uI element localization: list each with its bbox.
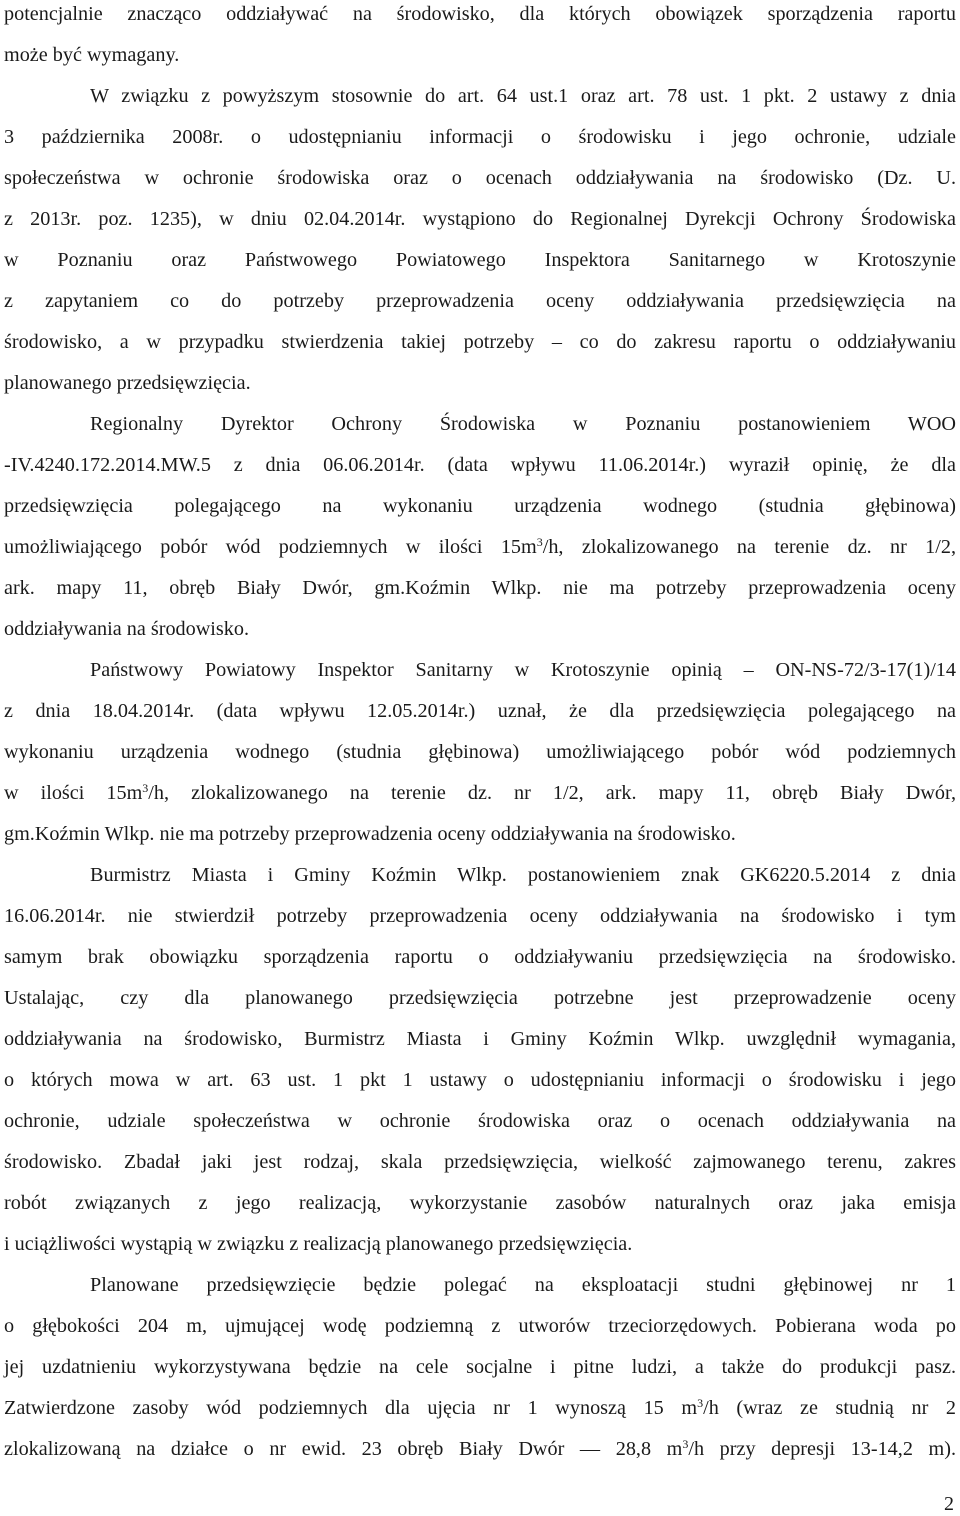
text-line: o głębokości 204 m, ujmującej wodę podziemną z utworów trzeciorzędowych. Pobierana woda po: [4, 1315, 956, 1337]
paragraph-first-line: Burmistrz Miasta i Gminy Koźmin Wlkp. postanowieniem znak GK6220.5.2014 z dnia: [90, 864, 956, 886]
text-line: z dnia 18.04.2014r. (data wpływu 12.05.2014r.) uznał, że dla przedsięwzięcia polegającego na: [4, 700, 956, 722]
superscript: 3: [697, 1396, 704, 1410]
text-segment: umożliwiającego pobór wód podziemnych w ilości 15m: [4, 536, 537, 558]
text-line: środowisko. Zbadał jaki jest rodzaj, skala przedsięwzięcia, wielkość zajmowanego terenu, zakres: [4, 1151, 956, 1173]
text-segment: Zatwierdzone zasoby wód podziemnych dla ujęcia nr 1 wynoszą 15 m: [4, 1397, 698, 1419]
text-line: o których mowa w art. 63 ust. 1 pkt 1 ustawy o udostępnianiu informacji o środowisku i jego: [4, 1069, 956, 1091]
superscript: 3: [536, 535, 543, 549]
text-line: ark. mapy 11, obręb Biały Dwór, gm.Koźmin Wlkp. nie ma potrzeby przeprowadzenia oceny: [4, 577, 956, 599]
text-line: przedsięwzięcia polegającego na wykonaniu urządzenia wodnego (studnia głębinowa): [4, 495, 956, 517]
text-line: potencjalnie znacząco oddziaływać na środowisko, dla których obowiązek sporządzenia raportu: [4, 3, 956, 25]
text-segment: w ilości 15m: [4, 782, 143, 804]
paragraph-first-line: Państwowy Powiatowy Inspektor Sanitarny w Krotoszynie opinią – ON-NS-72/3-17(1)/14: [90, 659, 956, 681]
text-line-with-superscript: [4, 1437, 956, 1461]
text-line: społeczeństwa w ochronie środowiska oraz o ocenach oddziaływania na środowisko (Dz. U.: [4, 167, 956, 189]
superscript: 3: [682, 1437, 689, 1451]
text-line: planowanego przedsięwzięcia.: [4, 372, 251, 394]
text-segment: /h, zlokalizowanego na terenie dz. nr 1/2,: [542, 536, 956, 558]
text-segment: /h, zlokalizowanego na terenie dz. nr 1/2, ark. mapy 11, obręb Biały Dwór,: [148, 782, 956, 804]
text-segment: /h przy depresji 13-14,2 m).: [688, 1438, 956, 1460]
text-line: 3 października 2008r. o udostępnianiu informacji o środowisku i jego ochronie, udziale: [4, 126, 956, 148]
text-line: 16.06.2014r. nie stwierdził potrzeby przeprowadzenia oceny oddziaływania na środowisko i tym: [4, 905, 956, 927]
superscript: 3: [142, 781, 149, 795]
paragraph-first-line: Regionalny Dyrektor Ochrony Środowiska w Poznaniu postanowieniem WOO: [90, 413, 956, 435]
text-line-with-superscript: [4, 1396, 956, 1420]
text-line: robót związanych z jego realizacją, wykorzystanie zasobów naturalnych oraz jaka emisja: [4, 1192, 956, 1214]
text-line: oddziaływania na środowisko, Burmistrz Miasta i Gminy Koźmin Wlkp. uwzględnił wymagania,: [4, 1028, 956, 1050]
page-number: 2: [944, 1493, 954, 1515]
text-line: jej uzdatnieniu wykorzystywana będzie na cele socjalne i pitne ludzi, a także do produkcji pasz.: [4, 1356, 956, 1378]
text-line: może być wymagany.: [4, 44, 180, 66]
text-line-with-superscript: [4, 535, 956, 559]
text-line: w Poznaniu oraz Państwowego Powiatowego Inspektora Sanitarnego w Krotoszynie: [4, 249, 956, 271]
text-line: i uciążliwości wystąpią w związku z realizacją planowanego przedsięwzięcia.: [4, 1233, 633, 1255]
text-line: z zapytaniem co do potrzeby przeprowadzenia oceny oddziaływania przedsięwzięcia na: [4, 290, 956, 312]
text-line: oddziaływania na środowisko.: [4, 618, 250, 640]
paragraph-first-line: Planowane przedsięwzięcie będzie polegać na eksploatacji studni głębinowej nr 1: [90, 1274, 956, 1296]
text-line: Ustalając, czy dla planowanego przedsięwzięcia potrzebne jest przeprowadzenie oceny: [4, 987, 956, 1009]
text-line: z 2013r. poz. 1235), w dniu 02.04.2014r. wystąpiono do Regionalnej Dyrekcji Ochrony Środowiska: [4, 208, 956, 230]
text-line: środowisko, a w przypadku stwierdzenia takiej potrzeby – co do zakresu raportu o oddziaływaniu: [4, 331, 956, 353]
text-line: samym brak obowiązku sporządzenia raportu o oddziaływaniu przedsięwzięcia na środowisko.: [4, 946, 956, 968]
text-line: wykonaniu urządzenia wodnego (studnia głębinowa) umożliwiającego pobór wód podziemnych: [4, 741, 956, 763]
text-line: ochronie, udziale społeczeństwa w ochronie środowiska oraz o ocenach oddziaływania na: [4, 1110, 956, 1132]
text-line: -IV.4240.172.2014.MW.5 z dnia 06.06.2014r. (data wpływu 11.06.2014r.) wyraził opinię, że dla: [4, 454, 956, 476]
text-segment: zlokalizowaną na działce o nr ewid. 23 obręb Biały Dwór –– 28,8 m: [4, 1438, 683, 1460]
text-segment: /h (wraz ze studnią nr 2: [703, 1397, 957, 1419]
paragraph-first-line: W związku z powyższym stosownie do art. 64 ust.1 oraz art. 78 ust. 1 pkt. 2 ustawy z dnia: [90, 85, 956, 107]
text-line-with-superscript: [4, 781, 956, 805]
text-line: gm.Koźmin Wlkp. nie ma potrzeby przeprowadzenia oceny oddziaływania na środowisko.: [4, 823, 736, 845]
